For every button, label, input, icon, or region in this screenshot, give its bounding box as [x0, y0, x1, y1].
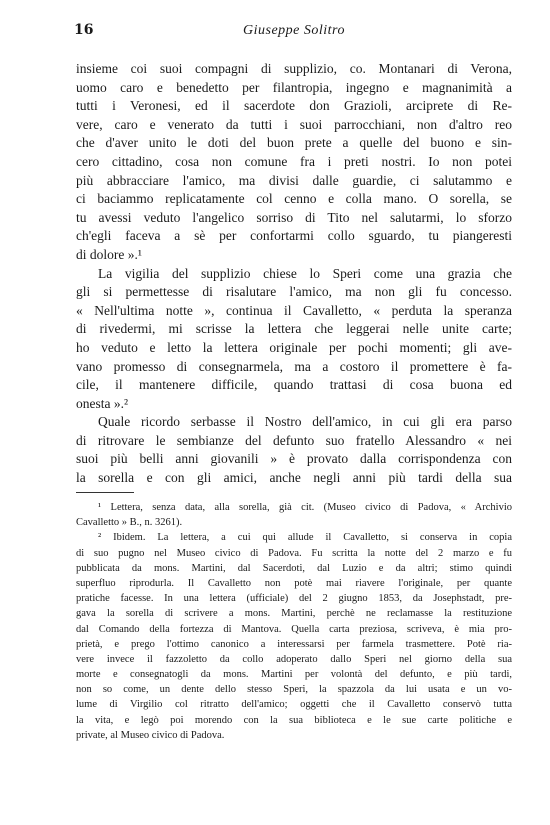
page-header [74, 22, 514, 44]
page-number: 16 [74, 22, 94, 38]
paragraph [76, 413, 512, 487]
footnote-divider [76, 492, 134, 493]
text-line: che d'aver unito le doti del buon prete a quelle del buono e sin- [76, 135, 512, 151]
text-line: vere, caro e venerato da tutti i suoi parrocchiani, non d'altro reo [76, 116, 512, 132]
footnote-line: pratiche facesse. In una lettera (ufficiale) del 2 giugno 1853, da Josephstadt, pre- [76, 593, 512, 605]
footnote-line: ² Ibidem. La lettera, a cui qui allude il Cavalletto, si conserva in copia [98, 532, 512, 544]
text-line: cero cittadino, cosa non comune fra i preti nostri. Io non potei [76, 153, 512, 169]
text-line: la sorella e con gli amici, anche negli anni più tardi della sua [76, 470, 512, 486]
text-line: ho veduto e letto la lettera originale per pochi momenti; gli ave- [76, 339, 512, 355]
paragraph [76, 265, 512, 414]
text-line: onesta ».² [76, 395, 129, 411]
footnote-line: private, al Museo civico di Padova. [76, 729, 225, 741]
body-text [76, 60, 512, 488]
footnote [76, 530, 512, 743]
footnote-line: non so come, un dente dello stesso Speri, la spazzola da lui usata e un vo- [76, 684, 512, 696]
text-line: tutti i Veronesi, ed il sacerdote don Grazioli, arciprete di Re- [76, 98, 512, 114]
footnote-line: Cavalletto » B., n. 3261). [76, 517, 183, 529]
footnote-line: la vita, e legò poi morendo con la sua biblioteca e le sue carte politiche e [76, 714, 512, 726]
text-line: vano promesso di consegnarmela, ma a costoro il promettere è fa- [76, 358, 512, 374]
text-line: uomo caro e benedetto per filantropia, ingegno e magnanimità a [76, 79, 512, 95]
text-line: tu avessi veduto l'angelico sorriso di Tito nel salutarmi, lo sforzo [76, 209, 512, 225]
footnote-line: morte e consegnatogli da mons. Martini per volontà del defunto, e più tardi, [76, 669, 512, 681]
text-line: « Nell'ultima notte », continua il Cavalletto, « perduta la speranza [76, 302, 512, 318]
text-line: insieme coi suoi compagni di supplizio, co. Montanari di Verona, [76, 61, 512, 76]
text-line: di ritrovare le sembianze del defunto suo fratello Alessandro « nei [76, 432, 512, 448]
footnote-line: pubblicata da mons. Martini, dal Sacerdoti, dal Luzio e da altri; stimo quindi [76, 562, 512, 574]
text-line: più abbracciare l'amico, ma divisi dalle guardie, ci salutammo e [76, 172, 512, 188]
text-line: Quale ricordo serbasse il Nostro dell'amico, in cui gli era parso [98, 414, 512, 430]
text-line: La vigilia del supplizio chiese lo Speri come una grazia che [98, 265, 512, 281]
text-line: ci baciammo replicatamente col cenno e colla mano. O sorella, se [76, 191, 512, 207]
text-line: cile, il mantenere difficile, quando trattasi di cosa buona ed [76, 377, 512, 393]
running-head: Giuseppe Solitro [243, 23, 345, 38]
paragraph [76, 60, 512, 265]
footnote-line: lume di Virgilio col ritratto dell'amico; oggetti che il Cavalletto conservò tutta [76, 699, 512, 711]
footnote-line: gava la sorella di scrivere a mons. Martini, perchè ne reclamasse la restituzione [76, 608, 512, 620]
text-line: suoi più belli anni giovanili » è provato dalla corrispondenza con [76, 451, 512, 467]
text-line: di rivedermi, mi scrisse la lettera che leggerai nelle unite carte; [76, 321, 512, 337]
footnote-line: dal Comando della fortezza di Mantova. Quella carta preziosa, scriveva, è mia pro- [76, 623, 512, 635]
footnote-line: prietà, e prego l'ottimo canonico a interessarsi per farmela trasmettere. Potè ria- [76, 638, 512, 650]
text-line: di dolore ».¹ [76, 246, 142, 262]
footnote-line: superfluo riprodurla. Il Cavalletto non potè mai riavere l'originale, per quante [76, 577, 512, 589]
footnotes [76, 500, 512, 743]
footnote [76, 500, 512, 530]
text-line: gli si permettesse di risalutare l'amico, ma non gli fu concesso. [76, 284, 512, 300]
text-line: ch'egli faceva a sè per confortarmi collo sguardo, tu piangeresti [76, 228, 512, 244]
footnote-line: ¹ Lettera, senza data, alla sorella, già cit. (Museo civico di Padova, « Archivio [98, 502, 512, 513]
footnote-line: di suo pugno nel Museo civico di Padova. Fu scritta la notte del 2 marzo e fu [76, 547, 512, 559]
footnote-line: vere invece il fazzoletto da collo adoperato dallo Speri nel giorno della sua [76, 653, 512, 665]
